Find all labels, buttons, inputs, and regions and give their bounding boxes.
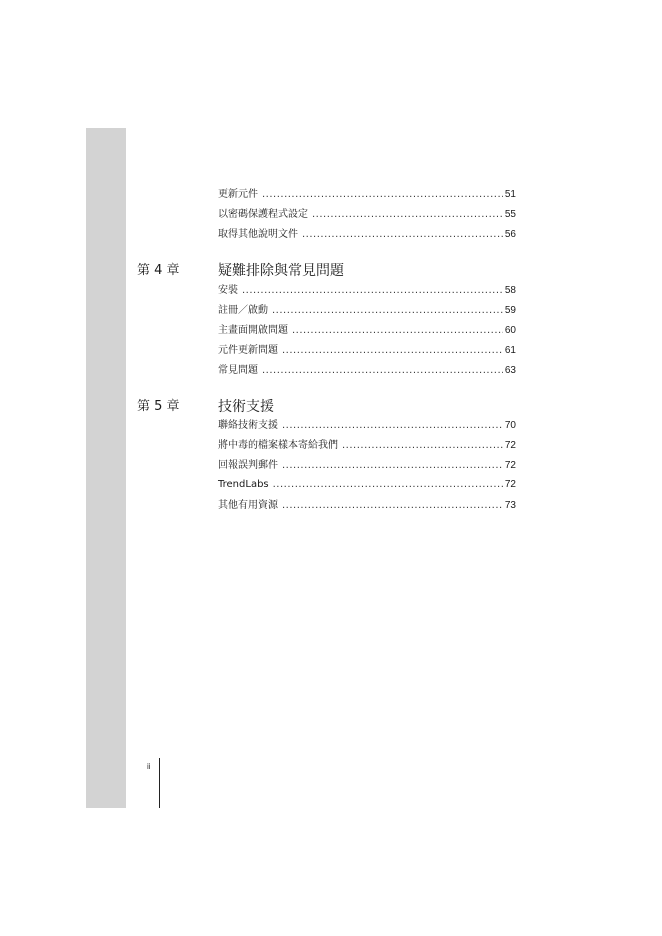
toc-entry-page: 58 [504,285,516,296]
chapter-title[interactable]: 技術支援 [218,399,274,415]
dot-leader [242,284,503,298]
toc-entry[interactable] [218,459,516,473]
dot-leader [262,188,503,202]
toc-entry[interactable] [218,439,516,453]
toc-entry-page: 61 [504,345,516,356]
margin-band [86,128,126,808]
toc-entry[interactable] [218,304,516,318]
toc-entry[interactable] [218,419,516,433]
dot-leader [282,419,503,433]
chapter-label: 第 5 章 [137,399,180,414]
chapter-title[interactable]: 疑難排除與常見問題 [218,263,344,279]
toc-entry-page: 72 [504,460,516,471]
toc-entry-title: 以密碼保護程式設定 [218,209,308,220]
toc-entry-title: 更新元件 [218,189,258,200]
toc-entry-title: 常見問題 [218,365,258,376]
toc-entry[interactable] [218,284,516,298]
toc-entry-page: 59 [504,305,516,316]
toc-entry-page: 55 [504,209,516,220]
dot-leader [292,324,503,338]
toc-entry-title: 聯絡技術支援 [218,420,278,431]
toc-entry-page: 56 [504,229,516,240]
toc-entry-page: 72 [504,440,516,451]
toc-entry-title: 註冊／啟動 [218,305,268,316]
toc-entry[interactable] [218,344,516,358]
toc-entry-title: 安裝 [218,285,238,296]
dot-leader [262,364,503,378]
dot-leader [282,459,503,473]
dot-leader [342,439,503,453]
toc-entry-title: 回報誤判郵件 [218,460,278,471]
toc-entry-title: 主畫面開啟問題 [218,325,288,336]
toc-entry-page: 70 [504,420,516,431]
toc-entry[interactable] [218,208,516,222]
toc-entry-page: 72 [504,479,516,490]
toc-entry-title: 取得其他說明文件 [218,229,298,240]
dot-leader [282,344,503,358]
toc-entry-title: 其他有用資源 [218,500,278,511]
toc-entry[interactable] [218,324,516,338]
toc-entry-page: 63 [504,365,516,376]
dot-leader [272,304,503,318]
footer-divider [159,758,160,808]
toc-entry[interactable] [218,228,516,242]
toc-entry-page: 51 [504,189,516,200]
dot-leader [282,499,503,513]
page-number: ii [147,762,151,771]
chapter-label: 第 4 章 [137,263,180,278]
toc-entry-title: 將中毒的檔案樣本寄給我們 [218,440,338,451]
toc-entry-page: 60 [504,325,516,336]
dot-leader [273,478,503,492]
toc-entry-page: 73 [504,500,516,511]
dot-leader [302,228,503,242]
toc-entry[interactable] [218,478,516,492]
toc-entry[interactable] [218,188,516,202]
toc-entry[interactable] [218,499,516,513]
toc-entry[interactable] [218,364,516,378]
dot-leader [312,208,503,222]
toc-entry-title: TrendLabs [218,479,269,490]
toc-entry-title: 元件更新問題 [218,345,278,356]
